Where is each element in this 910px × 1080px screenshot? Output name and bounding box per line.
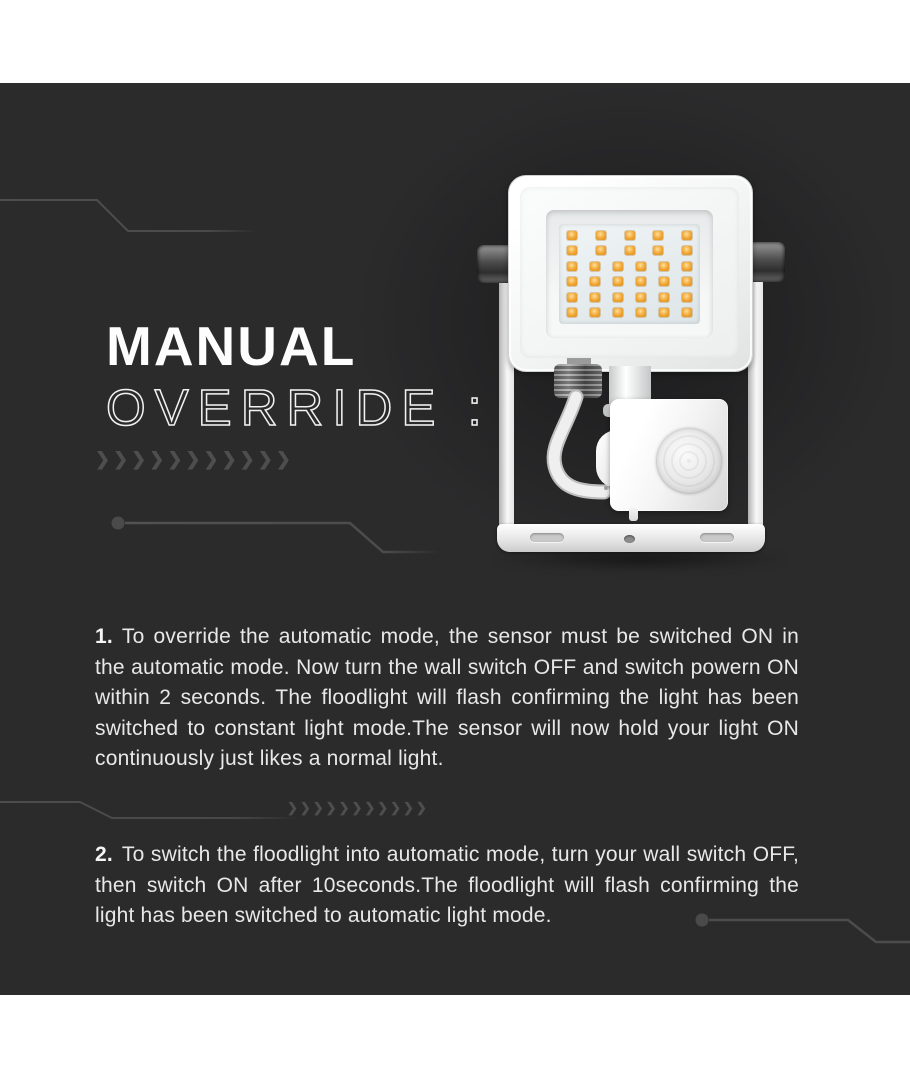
chevron-divider-icon: ❯❯❯❯❯❯❯❯❯❯❯	[95, 449, 294, 469]
chevron-divider-icon: ❯❯❯❯❯❯❯❯❯❯❯	[287, 800, 429, 815]
step-text: To override the automatic mode, the sensor must be switched ON in the automatic mode. Now turn the wall switch OFF and switch powern ON within 2 seconds. The floodlight will flash confirming the light has been switched to constant light mode.The sensor will now hold your light ON continuously just likes a normal light.	[95, 625, 799, 771]
bottom-white-bar	[0, 995, 910, 1080]
step-text: To switch the floodlight into automatic mode, turn your wall switch OFF, then switch ON after 10seconds.The floodlight will flash confirming the light has been switched to automatic light mode.	[95, 843, 799, 928]
top-white-bar	[0, 0, 910, 83]
instruction-step-1	[95, 622, 799, 775]
page-title: MANUAL	[106, 315, 357, 377]
instruction-step-2	[95, 840, 799, 932]
step-number: 1.	[95, 625, 113, 648]
page-subtitle: OVERRIDE :	[106, 379, 491, 436]
step-number: 2.	[95, 843, 113, 866]
